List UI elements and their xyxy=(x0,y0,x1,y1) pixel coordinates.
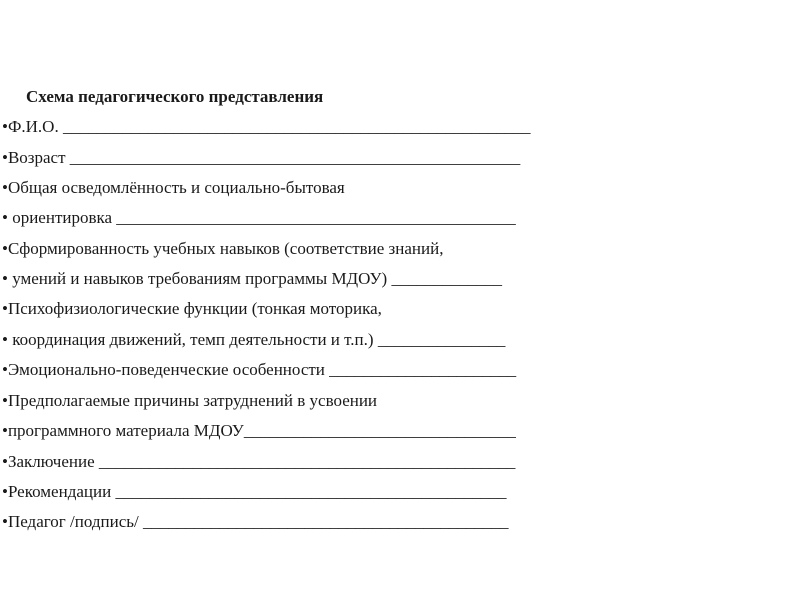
blank-field: ______________________________________________ xyxy=(115,482,507,501)
form-line-fio xyxy=(2,116,530,138)
blank-field: _________________________________________________ xyxy=(98,452,516,471)
document-title: Схема педагогического представления xyxy=(26,87,324,106)
form-line-causes-cont xyxy=(2,420,516,442)
line-text: Заключение xyxy=(7,452,99,471)
bullet-marker: • xyxy=(2,360,8,379)
blank-field: ______________________ xyxy=(329,360,517,379)
form-line-orientation xyxy=(2,207,516,229)
bullet-marker: • xyxy=(2,148,8,167)
bullet-marker: • xyxy=(2,482,8,501)
line-text: Общая осведомлённость и социально-бытовая xyxy=(7,178,345,197)
line-text: Сформированность учебных навыков (соответствие знаний, xyxy=(7,239,444,258)
form-line-emotional xyxy=(2,359,516,381)
line-text: программного материала МДОУ xyxy=(7,421,244,440)
line-text: Эмоционально-поведенческие особенности xyxy=(7,360,330,379)
line-text: Возраст xyxy=(7,148,70,167)
blank-field: _____________________________________________________ xyxy=(69,148,521,167)
line-text: Педагог /подпись/ xyxy=(7,512,143,531)
form-line-psychophys-cont xyxy=(2,329,505,351)
form-line-awareness xyxy=(2,177,345,199)
bullet-marker: • xyxy=(2,239,8,258)
line-text: Предполагаемые причины затруднений в усвоении xyxy=(7,391,378,410)
form-line-age xyxy=(2,147,520,169)
bullet-marker: • xyxy=(2,117,8,136)
line-text: Рекомендации xyxy=(7,482,116,501)
line-text: координация движений, темп деятельности и т.п.) xyxy=(7,330,378,349)
bullet-marker: • xyxy=(2,299,8,318)
blank-field: ________________________________ xyxy=(243,421,516,440)
line-text: Ф.И.О. xyxy=(7,117,63,136)
bullet-marker: • xyxy=(2,330,8,349)
blank-field: _______________________________________________ xyxy=(116,208,516,227)
bullet-marker: • xyxy=(2,421,8,440)
bullet-marker: • xyxy=(2,269,8,288)
form-line-recommendations xyxy=(2,481,506,503)
bullet-marker: • xyxy=(2,512,8,531)
form-line-conclusion xyxy=(2,451,515,473)
blank-field: _______________________________________________________ xyxy=(62,117,531,136)
form-line-psychophys xyxy=(2,298,382,320)
blank-field: _____________ xyxy=(391,269,502,288)
line-text: умений и навыков требованиям программы МДОУ) xyxy=(7,269,392,288)
line-text: Психофизиологические функции (тонкая моторика, xyxy=(7,299,382,318)
form-line-skills xyxy=(2,238,443,260)
bullet-marker: • xyxy=(2,391,8,410)
blank-field: ___________________________________________ xyxy=(142,512,509,531)
form-line-teacher-signature xyxy=(2,511,508,533)
blank-field: _______________ xyxy=(377,330,506,349)
bullet-marker: • xyxy=(2,208,8,227)
bullet-marker: • xyxy=(2,178,8,197)
form-line-skills-cont xyxy=(2,268,502,290)
bullet-marker: • xyxy=(2,452,8,471)
line-text: ориентировка xyxy=(7,208,117,227)
form-line-causes xyxy=(2,390,377,412)
